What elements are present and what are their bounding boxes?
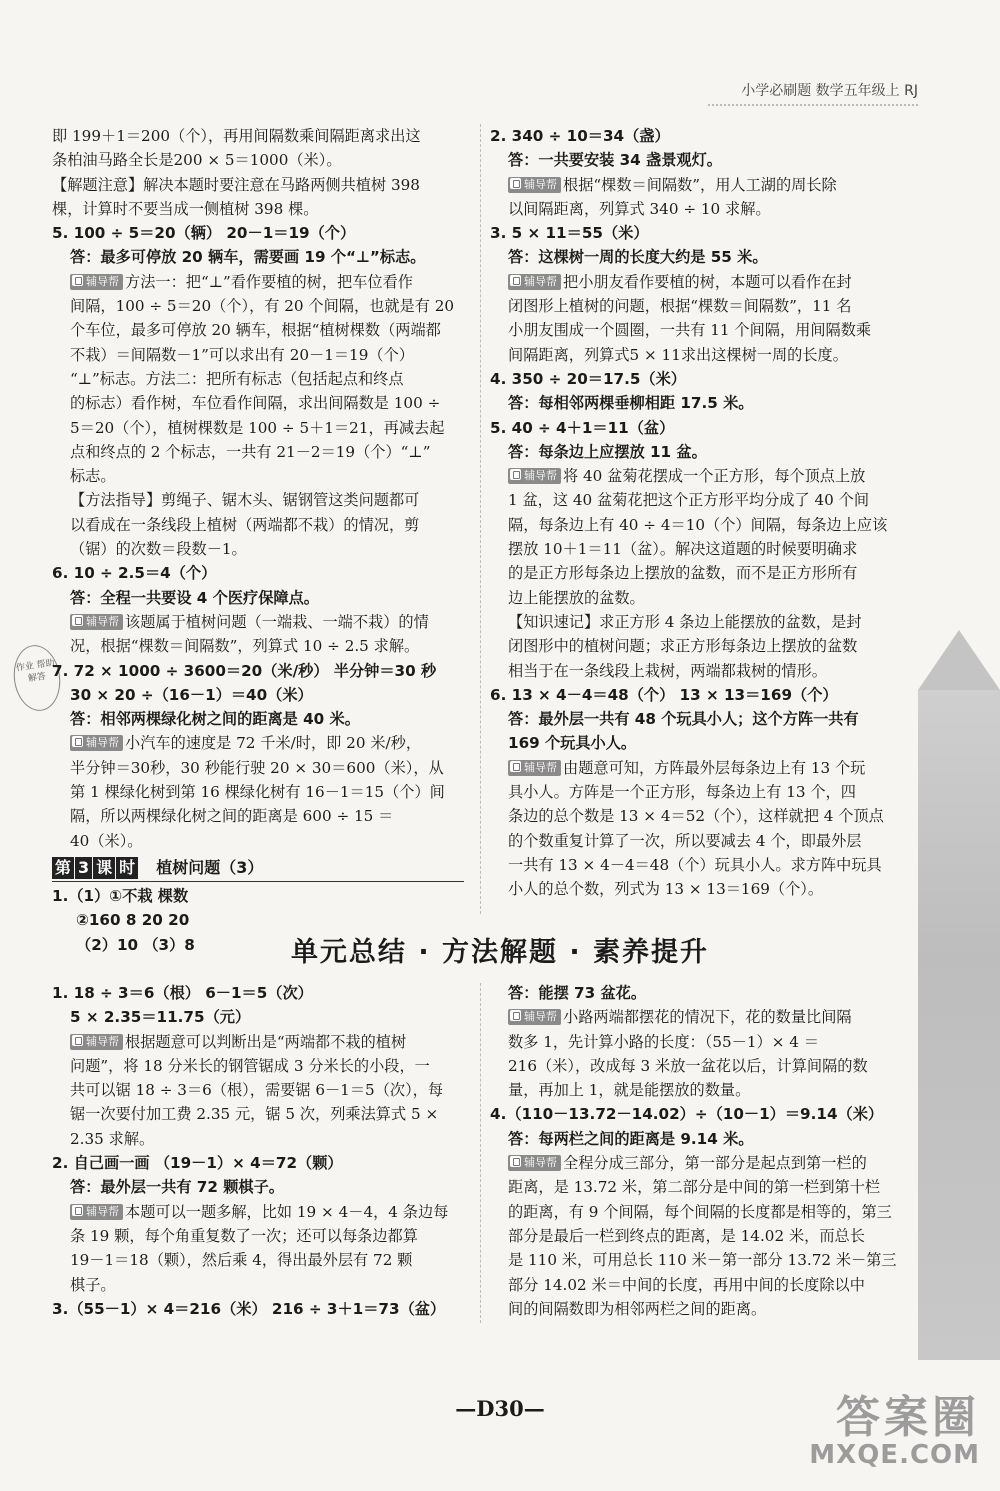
line-text: 2. 自己画一画 （19－1）× 4＝72（颗） (52, 1154, 343, 1173)
question-line (52, 1151, 470, 1175)
explanation-line (52, 391, 470, 415)
explanation-line (52, 416, 470, 440)
explanation-line (490, 780, 912, 804)
tutor-badge (70, 1034, 123, 1050)
line-text: 是 110 米，可用总长 110 米－第一部分 13.72 米－第三 (508, 1251, 897, 1270)
line-text: 7. 72 × 1000 ÷ 3600＝20（米/秒） 半分钟＝30 秒 (52, 661, 437, 680)
explanation-line (52, 1273, 470, 1297)
explanation-line (490, 659, 912, 683)
line-text: 【方法指导】剪绳子、锯木头、锯钢管这类问题都可 (70, 491, 420, 510)
explanation-line (490, 343, 912, 367)
answer-line (52, 908, 470, 932)
line-text: 4. 350 ÷ 20＝17.5（米） (490, 369, 686, 388)
side-decoration-band (918, 690, 1000, 1360)
line-text: 隔，每条边上有 40 ÷ 4＝10（个）间隔，每条边上应该 (508, 515, 888, 534)
line-text: 216（米），改成每 3 米放一盆花以后，计算间隔的数 (508, 1056, 868, 1075)
answer-line (490, 440, 912, 464)
line-text: 的是正方形每条边上摆放的盆数，而不是正方形所有 (508, 564, 858, 583)
line-text: 答：一共要安装 34 盏景观灯。 (508, 151, 722, 170)
tutor-badge (508, 760, 561, 776)
line-text: 40（米）。 (70, 831, 143, 850)
line-text: 小朋友围成一个圆圈，一共有 11 个间隔，用间隔数乘 (508, 321, 872, 340)
tutor-badge-label: 辅导帮 (524, 1010, 557, 1024)
lesson-heading (52, 855, 464, 882)
hint-line (52, 1030, 470, 1054)
line-text: 答：最外层一共有 72 颗棋子。 (70, 1178, 284, 1197)
line-text: 不栽）＝间隔数－1”可以求出有 20－1＝19（个） (70, 345, 414, 364)
explanation-line (52, 294, 470, 318)
explanation-line (52, 1127, 470, 1151)
explanation-line (490, 561, 912, 585)
answer-line (490, 391, 912, 415)
line-text: 全程分成三部分，第一部分是起点到第一栏的 (563, 1154, 867, 1173)
explanation-line (490, 1078, 912, 1102)
line-text: 棋子。 (70, 1275, 116, 1294)
line-text: 量，再加上 1，就是能摆放的数量。 (508, 1081, 751, 1100)
explanation-line (52, 513, 470, 537)
hint-line (490, 270, 912, 294)
line-text: 小汽车的速度是 72 千米/时，即 20 米/秒， (125, 734, 422, 753)
question-line (52, 221, 470, 245)
question-line (490, 124, 912, 148)
line-text: 答：全程一共要设 4 个医疗保障点。 (70, 588, 319, 607)
lesson-box-3: 课 (93, 857, 115, 879)
explanation-line (490, 294, 912, 318)
line-text: 部分 14.02 米＝中间的长度，再用中间的长度除以中 (508, 1275, 865, 1294)
line-text: 169 个玩具小人。 (508, 734, 637, 753)
line-text: 摆放 10＋1＝11（盆）。解决这道题的时候要明确求 (508, 540, 858, 559)
line-text: 5 × 2.35＝11.75（元） (70, 1008, 251, 1027)
line-text: 6. 13 × 4－4＝48（个） 13 × 13＝169（个） (490, 685, 838, 704)
line-text: 锯一次要付加工费 2.35 元，锯 5 次，列乘法算式 5 × (70, 1105, 439, 1124)
explanation-line (490, 634, 912, 658)
line-text: 条边的总个数是 13 × 4＝52（个），这样就把 4 个顶点 (508, 807, 884, 826)
tutor-badge (70, 614, 123, 630)
line-text: 答：最多可停放 20 辆车，需要画 19 个“⊥”标志。 (70, 248, 426, 267)
line-text: 条柏油马路全长是200 × 5＝1000（米）。 (52, 151, 342, 170)
line-text: 一共有 13 × 4－4＝48（个）玩具小人。求方阵中玩具 (508, 855, 882, 874)
question-line (490, 416, 912, 440)
explanation-line (52, 537, 470, 561)
explanation-line (52, 804, 470, 828)
explanation-line (490, 318, 912, 342)
question-line (490, 683, 912, 707)
line-text: 由题意可知，方阵最外层每条边上有 13 个玩 (563, 758, 866, 777)
right-column (490, 124, 912, 902)
line-text: 【解题注意】解决本题时要注意在马路两侧共植树 398 (52, 175, 420, 194)
line-text: 的标志）看作树，车位看作间隔，求出间隔数是 100 ÷ (70, 394, 441, 413)
line-text: 况，根据“棵数＝间隔数”，列算式 10 ÷ 2.5 求解。 (70, 637, 420, 656)
question-line (52, 884, 470, 908)
explanation-line (52, 756, 470, 780)
text-line (52, 197, 470, 221)
answer-line (490, 731, 912, 755)
header-dotted-rule (708, 104, 918, 106)
answer-line (490, 981, 912, 1005)
explanation-line (490, 804, 912, 828)
line-text: 距离，是 13.72 米，第二部分是中间的第一栏到第十栏 (508, 1178, 881, 1197)
line-text: 以间隔距离，列算式 340 ÷ 10 求解。 (508, 199, 771, 218)
book-icon (510, 1156, 521, 1167)
text-line (52, 173, 470, 197)
answer-line (490, 148, 912, 172)
line-text: 闭图形上植树的问题，根据“棵数＝间隔数”，11 名 (508, 297, 852, 316)
line-text: 半分钟＝30秒，30 秒能行驶 20 × 30＝600（米），从 (70, 758, 444, 777)
question-line (490, 221, 912, 245)
question-line (52, 659, 470, 683)
question-line (52, 561, 470, 585)
watermark-logo-text: 答案圈 (836, 1392, 980, 1443)
answer-line (52, 1175, 470, 1199)
line-text: 5. 40 ÷ 4＋1＝11（盆） (490, 418, 675, 437)
line-text: 3. 5 × 11＝55（米） (490, 224, 649, 243)
answer-line (52, 683, 470, 707)
hint-line (490, 173, 912, 197)
line-text: 答：每条边上应摆放 11 盆。 (508, 442, 707, 461)
watermark-url: MXQE.COM (809, 1440, 980, 1470)
explanation-line (52, 367, 470, 391)
line-text: （锯）的次数＝段数－1。 (70, 540, 247, 559)
line-text: 标志。 (70, 467, 116, 486)
line-text: 以看成在一条线段上植树（两端都不栽）的情况，剪 (70, 515, 420, 534)
running-header: 小学必刷题 数学五年级上 RJ (741, 83, 918, 99)
tutor-badge (508, 274, 561, 290)
book-icon (72, 1205, 83, 1216)
line-text: 【知识速记】求正方形 4 条边上能摆放的盆数，是封 (508, 612, 862, 631)
hint-line (52, 1200, 470, 1224)
tutor-badge-label: 辅导帮 (86, 736, 119, 750)
tutor-badge-label: 辅导帮 (86, 1204, 119, 1218)
line-text: 部分是最后一栏到终点的距离，是 14.02 米，而总长 (508, 1226, 865, 1245)
explanation-line (490, 197, 912, 221)
line-text: 19－1＝18（颗），然后乘 4，得出最外层有 72 颗 (70, 1251, 413, 1270)
explanation-line (52, 1054, 470, 1078)
explanation-line (490, 610, 912, 634)
answer-line (490, 245, 912, 269)
question-line (490, 1102, 912, 1126)
tutor-badge (508, 468, 561, 484)
explanation-line (52, 440, 470, 464)
answer-line (490, 707, 912, 731)
answer-line (52, 245, 470, 269)
line-text: 的个数重复计算了一次，所以要减去 4 个，即最外层 (508, 831, 862, 850)
explanation-line (52, 634, 470, 658)
stamp-seal: 作业 帮助 解答 (10, 642, 65, 714)
book-icon (510, 178, 521, 189)
line-text: 6. 10 ÷ 2.5＝4（个） (52, 564, 217, 583)
line-text: （2）10 （3）8 (76, 935, 195, 954)
line-text: 把小朋友看作要植的树，本题可以看作在封 (563, 272, 852, 291)
line-text: 答：能摆 73 盆花。 (508, 984, 647, 1002)
line-text: 4.（110－13.72－14.02）÷（10－1）＝9.14（米） (490, 1105, 884, 1124)
column-divider-bottom (480, 983, 481, 1323)
left-column (52, 124, 470, 957)
hint-line (52, 270, 470, 294)
line-text: 问题”，将 18 分米长的钢管锯成 3 分米长的小段，一 (70, 1056, 430, 1075)
line-text: 棵，计算时不要当成一侧植树 398 棵。 (52, 199, 319, 218)
tutor-badge-label: 辅导帮 (524, 469, 557, 483)
book-icon (72, 1035, 83, 1046)
tutor-badge-label: 辅导帮 (524, 274, 557, 288)
lesson-title: 植树问题（3） (156, 857, 264, 877)
line-text: ②160 8 20 20 (76, 911, 190, 930)
line-text: 5＝20（个），植树棵数是 100 ÷ 5＋1＝21，再减去起 (70, 418, 445, 437)
explanation-line (52, 1102, 470, 1126)
tutor-badge (508, 1009, 561, 1025)
line-text: 间隔，100 ÷ 5＝20（个），有 20 个间隔，也就是有 20 (70, 297, 455, 316)
text-line (52, 148, 470, 172)
answer-line (52, 1005, 470, 1029)
tutor-badge (70, 274, 123, 290)
answer-line (52, 707, 470, 731)
line-text: 间隔距离，列算式5 × 11求出这棵树一周的长度。 (508, 345, 848, 364)
book-icon (72, 275, 83, 286)
line-text: 小路两端都摆花的情况下，花的数量比间隔 (563, 1008, 852, 1027)
explanation-line (490, 537, 912, 561)
tutor-badge (508, 177, 561, 193)
line-text: 第 1 棵绿化树到第 16 棵绿化树有 16－1＝15（个）间 (70, 783, 445, 802)
line-text: 将 40 盆菊花摆成一个正方形，每个顶点上放 (563, 467, 866, 486)
explanation-line (52, 488, 470, 512)
hint-line (490, 464, 912, 488)
explanation-line (52, 1224, 470, 1248)
left-answer-lines (52, 124, 470, 853)
book-icon (510, 1010, 521, 1021)
explanation-line (490, 1054, 912, 1078)
answer-line (490, 1127, 912, 1151)
line-text: 共可以锯 18 ÷ 3＝6（根），需要锯 6－1＝5（次），每 (70, 1081, 444, 1100)
explanation-line (490, 1224, 912, 1248)
summary-left-column (52, 981, 470, 1321)
summary-right-lines (490, 981, 912, 1321)
line-text: 间的间隔数即为相邻两栏之间的距离。 (508, 1299, 767, 1318)
question-line (52, 1297, 470, 1321)
explanation-line (490, 488, 912, 512)
hint-line (490, 1005, 912, 1029)
explanation-line (52, 343, 470, 367)
line-text: 答：每两栏之间的距离是 9.14 米。 (508, 1129, 754, 1148)
explanation-line (490, 1248, 912, 1272)
line-text: 30 × 20 ÷（16－1）＝40（米） (70, 685, 313, 704)
line-text: 边上能摆放的盆数。 (508, 588, 645, 607)
tutor-badge-label: 辅导帮 (524, 177, 557, 191)
line-text: 根据题意可以判断出是“两端都不栽的植树 (125, 1032, 407, 1051)
hint-line (490, 756, 912, 780)
line-text: 答：这棵树一周的长度大约是 55 米。 (508, 248, 768, 267)
side-decoration-top (918, 630, 1000, 690)
line-text: 闭图形中的植树问题；求正方形每条边上摆放的盆数 (508, 637, 858, 656)
section-title: 单元总结 · 方法解题 · 素养提升 (290, 937, 710, 968)
line-text: 该题属于植树问题（一端栽、一端不栽）的情 (125, 612, 429, 631)
line-text: “⊥”标志。方法二：把所有标志（包括起点和终点 (70, 369, 404, 388)
explanation-line (52, 1248, 470, 1272)
explanation-line (490, 513, 912, 537)
line-text: 答：每相邻两棵垂柳相距 17.5 米。 (508, 394, 754, 413)
tutor-badge (508, 1155, 561, 1171)
page-number: —D30— (455, 1396, 545, 1421)
text-line (52, 124, 470, 148)
line-text: 2.35 求解。 (70, 1129, 155, 1148)
book-icon (72, 615, 83, 626)
explanation-line (52, 318, 470, 342)
line-text: 1.（1）①不栽 棵数 (52, 886, 189, 905)
right-answer-lines (490, 124, 912, 902)
explanation-line (490, 1297, 912, 1321)
summary-left-lines (52, 981, 470, 1321)
line-text: 相当于在一条线段上栽树，两端都栽树的情形。 (508, 661, 827, 680)
summary-right-column (490, 981, 912, 1321)
hint-line (52, 610, 470, 634)
line-text: 答：相邻两棵绿化树之间的距离是 40 米。 (70, 710, 360, 729)
question-line (52, 981, 470, 1005)
line-text: 隔，所以两棵绿化树之间的距离是 600 ÷ 15 ＝ (70, 807, 394, 826)
column-divider (480, 124, 481, 914)
hint-line (52, 731, 470, 755)
question-line (490, 367, 912, 391)
line-text: 点和终点的 2 个标志，一共有 21－2＝19（个）“⊥” (70, 442, 431, 461)
explanation-line (490, 829, 912, 853)
tutor-badge-label: 辅导帮 (524, 760, 557, 774)
explanation-line (490, 1273, 912, 1297)
explanation-line (52, 780, 470, 804)
line-text: 个车位，最多可停放 20 辆车，根据“植树棵数（两端都 (70, 321, 441, 340)
line-text: 3.（55－1）× 4＝216（米） 216 ÷ 3＋1＝73（盆） (52, 1299, 446, 1318)
answer-line (52, 586, 470, 610)
explanation-line (52, 829, 470, 853)
line-text: 根据“棵数＝间隔数”，用人工湖的周长除 (563, 175, 837, 194)
explanation-line (490, 1030, 912, 1054)
line-text: 的距离，有 9 个间隔，每个间隔的长度都是相等的，第三 (508, 1202, 892, 1221)
line-text: 答：最外层一共有 48 个玩具小人；这个方阵一共有 (508, 710, 859, 729)
explanation-line (52, 464, 470, 488)
explanation-line (490, 877, 912, 901)
lesson-box-1: 第 (52, 857, 74, 879)
explanation-line (490, 1200, 912, 1224)
explanation-line (490, 586, 912, 610)
book-icon (510, 761, 521, 772)
line-text: 条 19 颗，每个角重复数了一次；还可以每条边都算 (70, 1226, 418, 1245)
tutor-badge-label: 辅导帮 (86, 274, 119, 288)
line-text: 1. 18 ÷ 3＝6（根） 6－1＝5（次） (52, 984, 313, 1002)
tutor-badge-label: 辅导帮 (86, 1034, 119, 1048)
lesson-box-2: 3 (75, 857, 92, 879)
line-text: 具小人。方阵是一个正方形，每条边上有 13 个，四 (508, 783, 856, 802)
line-text: 5. 100 ÷ 5＝20（辆） 20－1＝19（个） (52, 224, 356, 243)
tutor-badge (70, 1204, 123, 1220)
explanation-line (52, 1078, 470, 1102)
hint-line (490, 1151, 912, 1175)
line-text: 1 盆，这 40 盆菊花把这个正方形平均分成了 40 个间 (508, 491, 870, 510)
line-text: 2. 340 ÷ 10＝34（盏） (490, 127, 670, 145)
lesson-box-4: 时 (116, 857, 138, 879)
explanation-line (490, 853, 912, 877)
book-icon (510, 275, 521, 286)
book-icon (510, 469, 521, 480)
tutor-badge-label: 辅导帮 (86, 614, 119, 628)
line-text: 方法一：把“⊥”看作要植的树，把车位看作 (125, 272, 413, 291)
line-text: 小人的总个数，列式为 13 × 13＝169（个）。 (508, 880, 824, 899)
tutor-badge-label: 辅导帮 (524, 1156, 557, 1170)
watermark (809, 1392, 980, 1470)
line-text: 即 199＋1＝200（个），再用间隔数乘间隔距离求出这 (52, 127, 421, 145)
explanation-line (490, 1175, 912, 1199)
tutor-badge (70, 735, 123, 751)
line-text: 数多 1，先计算小路的长度：（55－1）× 4 ＝ (508, 1032, 819, 1051)
book-icon (72, 736, 83, 747)
line-text: 本题可以一题多解，比如 19 × 4－4，4 条边每 (125, 1202, 449, 1221)
